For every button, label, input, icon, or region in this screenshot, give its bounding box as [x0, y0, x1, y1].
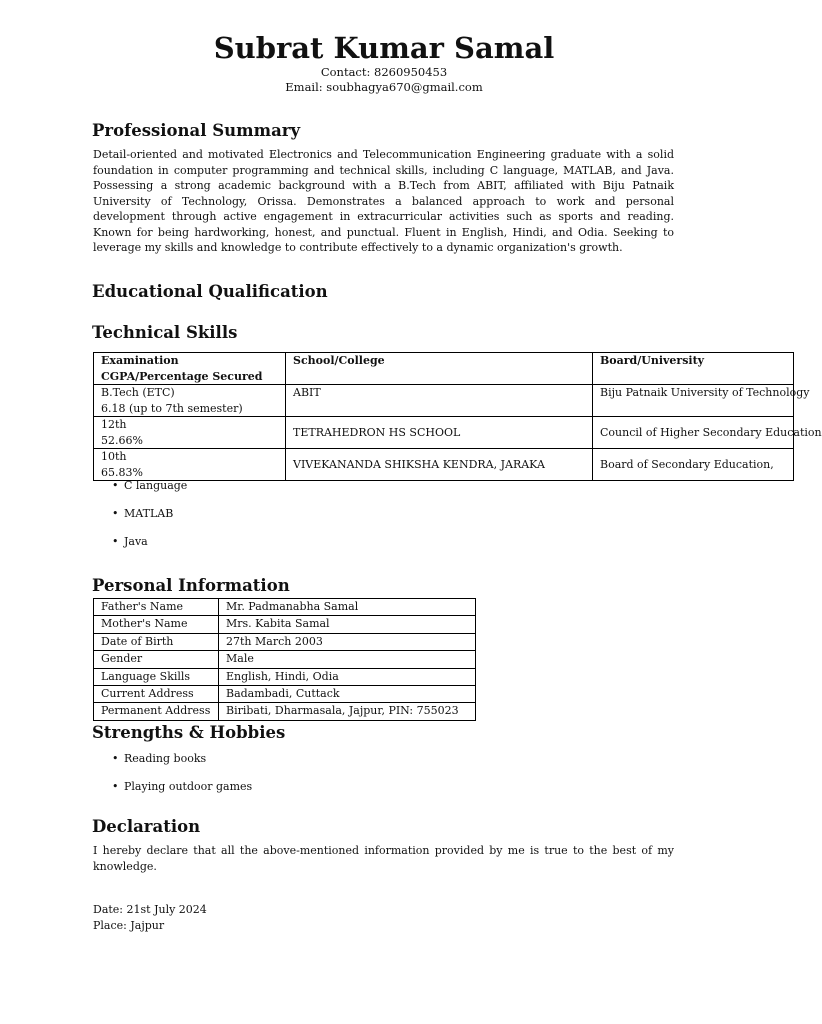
summary-heading: Professional Summary — [92, 121, 301, 140]
board-cell: Biju Patnaik University of Technology — [593, 385, 794, 417]
skills-heading: Technical Skills — [92, 323, 238, 342]
table-row — [94, 651, 476, 668]
hobbies-heading: Strengths & Hobbies — [92, 723, 286, 742]
table-row — [94, 616, 476, 633]
col-board: Board/University — [593, 353, 794, 385]
col-cgpa: CGPA/Percentage Secured — [101, 369, 263, 383]
summary-text: Detail-oriented and motivated Electronics and Telecommunication Engineering graduate with a solid foundation in computer programming and technical skills, including C language, MATLAB, and Java. Possessing a strong academic background with a B.Tech from ABIT, affiliated with Biju Patnaik University of Technology, Orissa. Demonstrates a balanced approach to work and personal development through active engagement in extracurricular activities such as sports and reading. Known for being hardworking, honest, and punctual. Fluent in English, Hindi, and Odia. Seeking to leverage my skills and knowledge to contribute effectively to a dynamic organization's growth. — [93, 148, 674, 254]
list-item: • C language — [112, 479, 187, 507]
school-cell: VIVEKANANDA SHIKSHA KENDRA, JARAKA — [286, 449, 593, 481]
school-cell: ABIT — [286, 385, 593, 417]
personal-label: Father's Name — [94, 599, 219, 616]
personal-value: Mrs. Kabita Samal — [219, 616, 476, 633]
education-heading: Educational Qualification — [92, 282, 328, 301]
col-school: School/College — [286, 353, 593, 385]
declaration-heading: Declaration — [92, 817, 201, 836]
personal-value: English, Hindi, Odia — [219, 668, 476, 685]
table-row — [94, 449, 794, 481]
exam-cell: 10th — [101, 450, 127, 463]
resume-name: Subrat Kumar Samal — [213, 31, 555, 65]
personal-value: Badambadi, Cuttack — [219, 686, 476, 703]
skills-list — [112, 479, 187, 563]
list-item: • Java — [112, 535, 187, 563]
personal-value: 27th March 2003 — [219, 633, 476, 650]
table-row — [94, 686, 476, 703]
table-row — [94, 668, 476, 685]
table-row — [94, 417, 794, 449]
table-row — [94, 385, 794, 417]
score-cell: 52.66% — [101, 433, 143, 447]
personal-label: Gender — [94, 651, 219, 668]
col-exam: Examination — [101, 354, 179, 367]
personal-label: Date of Birth — [94, 633, 219, 650]
contact-phone: Contact: 8260950453 — [320, 65, 448, 79]
personal-value: Mr. Padmanabha Samal — [219, 599, 476, 616]
education-table — [93, 352, 822, 481]
personal-value: Male — [219, 651, 476, 668]
list-item: • Playing outdoor games — [112, 780, 252, 808]
table-header-row — [94, 353, 794, 385]
personal-heading: Personal Information — [92, 576, 290, 595]
personal-label: Permanent Address — [94, 703, 219, 720]
table-row — [94, 599, 476, 616]
personal-table — [93, 598, 476, 721]
list-item: • Reading books — [112, 752, 252, 780]
table-row — [94, 703, 476, 720]
personal-value: Biribati, Dharmasala, Jajpur, PIN: 755023 — [219, 703, 476, 720]
declaration-text: I hereby declare that all the above-mentioned information provided by me is true to the best of my knowledge. — [93, 844, 674, 873]
declaration-date: Date: 21st July 2024 — [93, 903, 207, 916]
board-cell: Council of Higher Secondary Education — [593, 417, 794, 449]
personal-label: Current Address — [94, 686, 219, 703]
score-cell: 65.83% — [101, 465, 143, 479]
exam-cell: 12th — [101, 418, 127, 431]
school-cell: TETRAHEDRON HS SCHOOL — [286, 417, 593, 449]
score-cell: 6.18 (up to 7th semester) — [101, 401, 243, 415]
header-exam-cell — [94, 353, 286, 385]
declaration-place: Place: Jajpur — [93, 919, 165, 932]
board-cell: Board of Secondary Education, — [593, 449, 794, 481]
exam-cell: B.Tech (ETC) — [101, 386, 175, 399]
hobbies-list — [112, 752, 252, 808]
list-item: • MATLAB — [112, 507, 187, 535]
personal-label: Language Skills — [94, 668, 219, 685]
personal-label: Mother's Name — [94, 616, 219, 633]
table-row — [94, 633, 476, 650]
contact-email: Email: soubhagya670@gmail.com — [285, 80, 483, 94]
